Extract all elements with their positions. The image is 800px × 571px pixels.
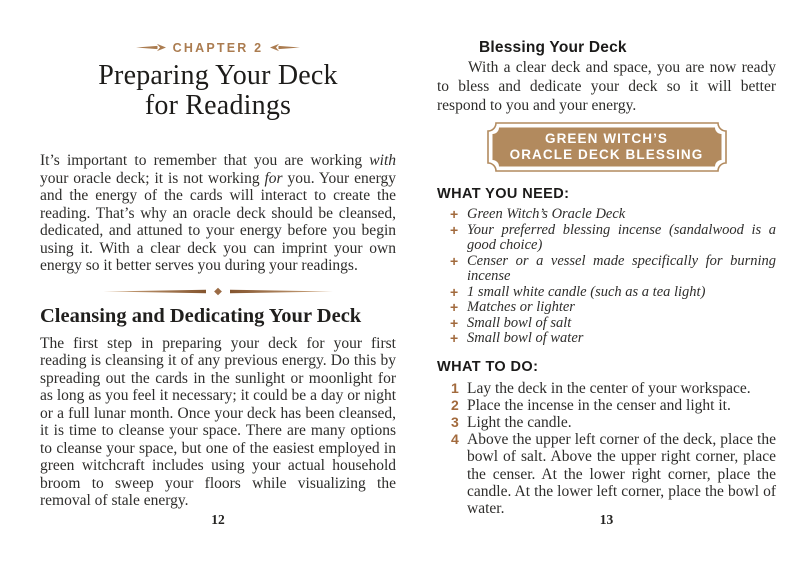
plus-bullet-icon: + [450, 221, 459, 238]
step-text: Place the incense in the censer and light it. [467, 396, 731, 414]
step-text: Lay the deck in the center of your workspace. [467, 379, 751, 397]
section-subheading: Blessing Your Deck [479, 39, 627, 56]
supply-item-text: Small bowl of water [467, 330, 584, 346]
plus-bullet-icon: + [450, 252, 459, 269]
step-item [437, 431, 776, 517]
supply-item-text: 1 small white candle (such as a tea light) [467, 283, 706, 300]
step-text: Light the candle. [467, 413, 572, 431]
steps-list [437, 380, 776, 518]
supply-item [437, 254, 776, 285]
plus-bullet-icon: + [450, 330, 459, 346]
supply-item-text: Your preferred blessing incense (sandalwood is a good choice) [467, 221, 776, 253]
what-you-need-heading: WHAT YOU NEED: [437, 186, 570, 202]
banner-title-line1: GREEN WITCH’S [544, 130, 669, 146]
intro-paragraph [40, 152, 396, 275]
intro-segment: It’s important to remember that you are working [40, 152, 370, 169]
step-number: 1 [451, 379, 459, 396]
left-page [40, 0, 396, 510]
plus-bullet-icon: + [450, 314, 459, 331]
step-number: 4 [451, 431, 459, 448]
arrow-left-icon [270, 43, 300, 52]
supply-item-text: Green Witch’s Oracle Deck [467, 206, 626, 222]
step-number: 2 [451, 396, 459, 413]
blessing-banner [487, 122, 727, 172]
chapter-eyebrow [40, 41, 396, 55]
supply-item [437, 285, 776, 301]
step-number: 3 [451, 413, 459, 430]
page-title-line1: Preparing Your Deck [98, 60, 338, 91]
supply-item-text: Small bowl of salt [467, 314, 572, 331]
supplies-list [437, 207, 776, 347]
supply-item-text: Censer or a vessel made specifically for burning incense [467, 252, 776, 284]
plus-bullet-icon: + [450, 283, 459, 300]
supply-item-text: Matches or lighter [467, 299, 575, 315]
intro-segment: your oracle deck; it is not working [40, 169, 265, 187]
page-title-line2: for Readings [144, 90, 292, 121]
section-divider-ornament [40, 283, 396, 292]
step-text: Above the upper left corner of the deck, place the bowl of salt. Above the upper right corner, place the censer. At the lower right corner, place the candle. At the lower left corner, place the bowl of water. [467, 431, 776, 517]
arrow-right-icon [136, 43, 166, 52]
intro-segment-italic: with [369, 152, 396, 169]
supply-item [437, 316, 776, 332]
intro-segment: you. Your energy and the energy of the cards will interact to create the reading. That’s why an oracle deck should be cleansed, dedicated, and attuned to your energy before you begin using it. With a clear deck you can imprint your own energy so it better serves you during your readings. [40, 169, 396, 274]
step-item [437, 380, 776, 397]
what-to-do-heading: WHAT TO DO: [437, 358, 539, 375]
banner-title-line2: ORACLE DECK BLESSING [509, 147, 704, 162]
supply-item [437, 300, 776, 316]
section-heading: Cleansing and Dedicating Your Deck [40, 304, 362, 327]
banner-title [487, 122, 727, 172]
intro-segment-italic: for [264, 169, 283, 187]
chapter-number-label: CHAPTER 2 [172, 41, 264, 55]
supply-item [437, 207, 776, 223]
supply-item [437, 223, 776, 254]
supply-item [437, 331, 776, 347]
plus-bullet-icon: + [450, 206, 459, 222]
page-title [40, 61, 396, 121]
page-number-right: 13 [599, 512, 614, 527]
page-number-left: 12 [211, 512, 225, 527]
plus-bullet-icon: + [450, 299, 459, 315]
blessing-intro-paragraph: With a clear deck and space, you are now ready to bless and dedicate your deck so it will better respond to you and your energy. [437, 59, 776, 114]
body-paragraph: The first step in preparing your deck for your first reading is cleansing it of any previous energy. Do this by spreading out the cards in the sunlight or moonlight for as long as you feel it necessary; it could be a day or night or a full lunar month. Once your deck has been cleansed, it is time to cleanse your space. There are many options to cleanse your space, but one of the easiest employed in green witchcraft includes using your actual household broom to sweep your floors while visualizing the removal of stale energy. [40, 334, 396, 509]
step-item [437, 414, 776, 431]
step-item [437, 397, 776, 414]
right-page [437, 0, 776, 517]
